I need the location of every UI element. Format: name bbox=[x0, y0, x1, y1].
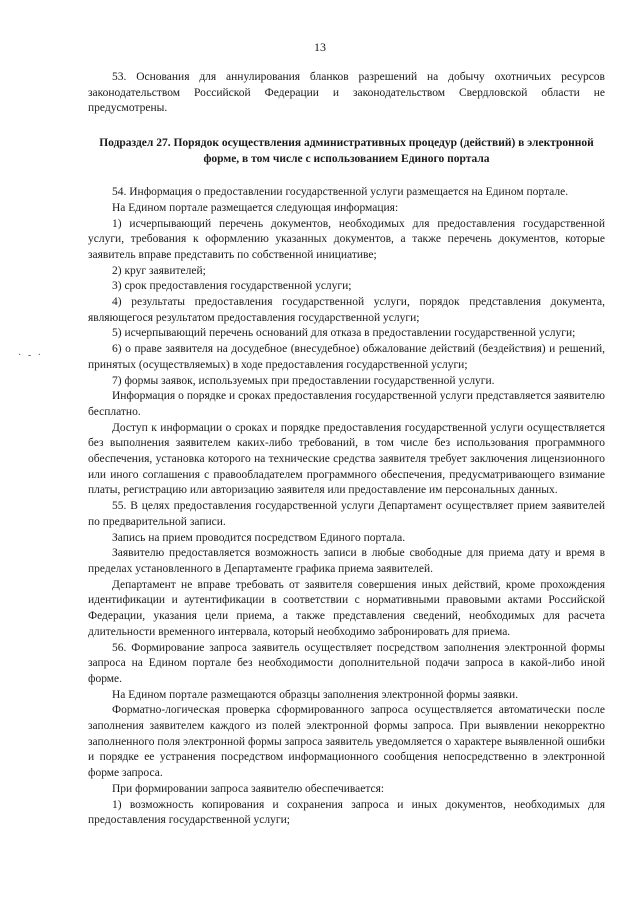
margin-mark: · - · bbox=[18, 350, 43, 361]
paragraph: Заявителю предоставляется возможность записи в любые свободные для приема дату и время в пределах установленного в Департаменте графика приема заявителей. bbox=[88, 547, 605, 575]
paragraph-56: 56. Формирование запроса заявитель осуществляет посредством заполнения электронной формы запроса на Едином портале без необходимости дополнительной подачи запроса в какой-либо иной форме. bbox=[88, 641, 605, 685]
list-item: 1) возможность копирования и сохранения запроса и иных документов, необходимых для предоставления государственной услуги; bbox=[88, 798, 605, 827]
list-item: 3) срок предоставления государственной услуги; bbox=[112, 280, 352, 293]
page-number: 13 bbox=[314, 40, 326, 54]
list-item: 6) о праве заявителя на досудебное (внесудебное) обжалование действий (бездействия) и решений, принятых (осуществляемых) в ходе предоставления государственной услуги; bbox=[88, 343, 605, 371]
paragraph-54: 54. Информация о предоставлении государственной услуги размещается на Едином портале. bbox=[112, 186, 569, 199]
paragraph: При формировании запроса заявителю обеспечивается: bbox=[112, 782, 385, 795]
document-body bbox=[88, 70, 605, 829]
paragraph: Запись на прием проводится посредством Единого портала. bbox=[112, 531, 406, 544]
list-item: 2) круг заявителей; bbox=[112, 264, 206, 277]
paragraph-53: 53. Основания для аннулирования бланков разрешений на добычу охотничьих ресурсов законодательством Российской Федерации и законодательством Свердловской области не предусмотрены. bbox=[88, 71, 605, 115]
paragraph: На Едином портале размещаются образцы заполнения электронной формы заявки. bbox=[112, 688, 519, 701]
list-item: 1) исчерпывающий перечень документов, необходимых для предоставления государственной услуги, требования к оформлению указанных документов, а также перечень документов, которые заявитель вправе представить по собственной инициативе; bbox=[88, 217, 605, 261]
paragraph-55: 55. В целях предоставления государственной услуги Департамент осуществляет прием заявителей по предварительной записи. bbox=[88, 500, 605, 528]
paragraph: Доступ к информации о сроках и порядке предоставления государственной услуги осуществляется без выполнения заявителем каких-либо требований, в том числе без использования программного обеспечения, установка которого на технические средства заявителя требует заключения лицензионного или иного соглашения с правообладателем программного обеспечения, предусматривающего взимание платы, регистрацию или авторизацию заявителя или предоставление им персональных данных. bbox=[88, 421, 605, 497]
list-item: 4) результаты предоставления государственной услуги, порядок представления документа, являющегося результатом предоставления государственной услуги; bbox=[88, 296, 605, 324]
subsection-heading: Подраздел 27. Порядок осуществления административных процедур (действий) в электронной форме, в том числе с использованием Единого портала bbox=[99, 137, 594, 166]
paragraph: На Едином портале размещается следующая информация: bbox=[112, 201, 399, 214]
list-item: 5) исчерпывающий перечень оснований для отказа в предоставлении государственной услуги; bbox=[112, 327, 576, 340]
list-item: 7) формы заявок, используемых при предоставлении государственной услуги. bbox=[112, 374, 495, 387]
paragraph: Департамент не вправе требовать от заявителя совершения иных действий, кроме прохождения идентификации и аутентификации в соответствии с нормативными правовыми актами Российской Федерации, указания цели приема, а также представления сведений, необходимых для расчета длительности временного интервала, который необходимо забронировать для приема. bbox=[88, 578, 605, 638]
paragraph: Информация о порядке и сроках предоставления государственной услуги представляется заявителю бесплатно. bbox=[88, 390, 605, 418]
paragraph: Форматно-логическая проверка сформированного запроса осуществляется автоматически после заполнения заявителем каждого из полей электронной формы запроса. При выявлении некорректно заполненного поля электронной формы запроса заявитель уведомляется о характере выявленной ошибки и порядке ее устранения посредством информационного сообщения непосредственно в электронной форме запроса. bbox=[88, 704, 605, 780]
